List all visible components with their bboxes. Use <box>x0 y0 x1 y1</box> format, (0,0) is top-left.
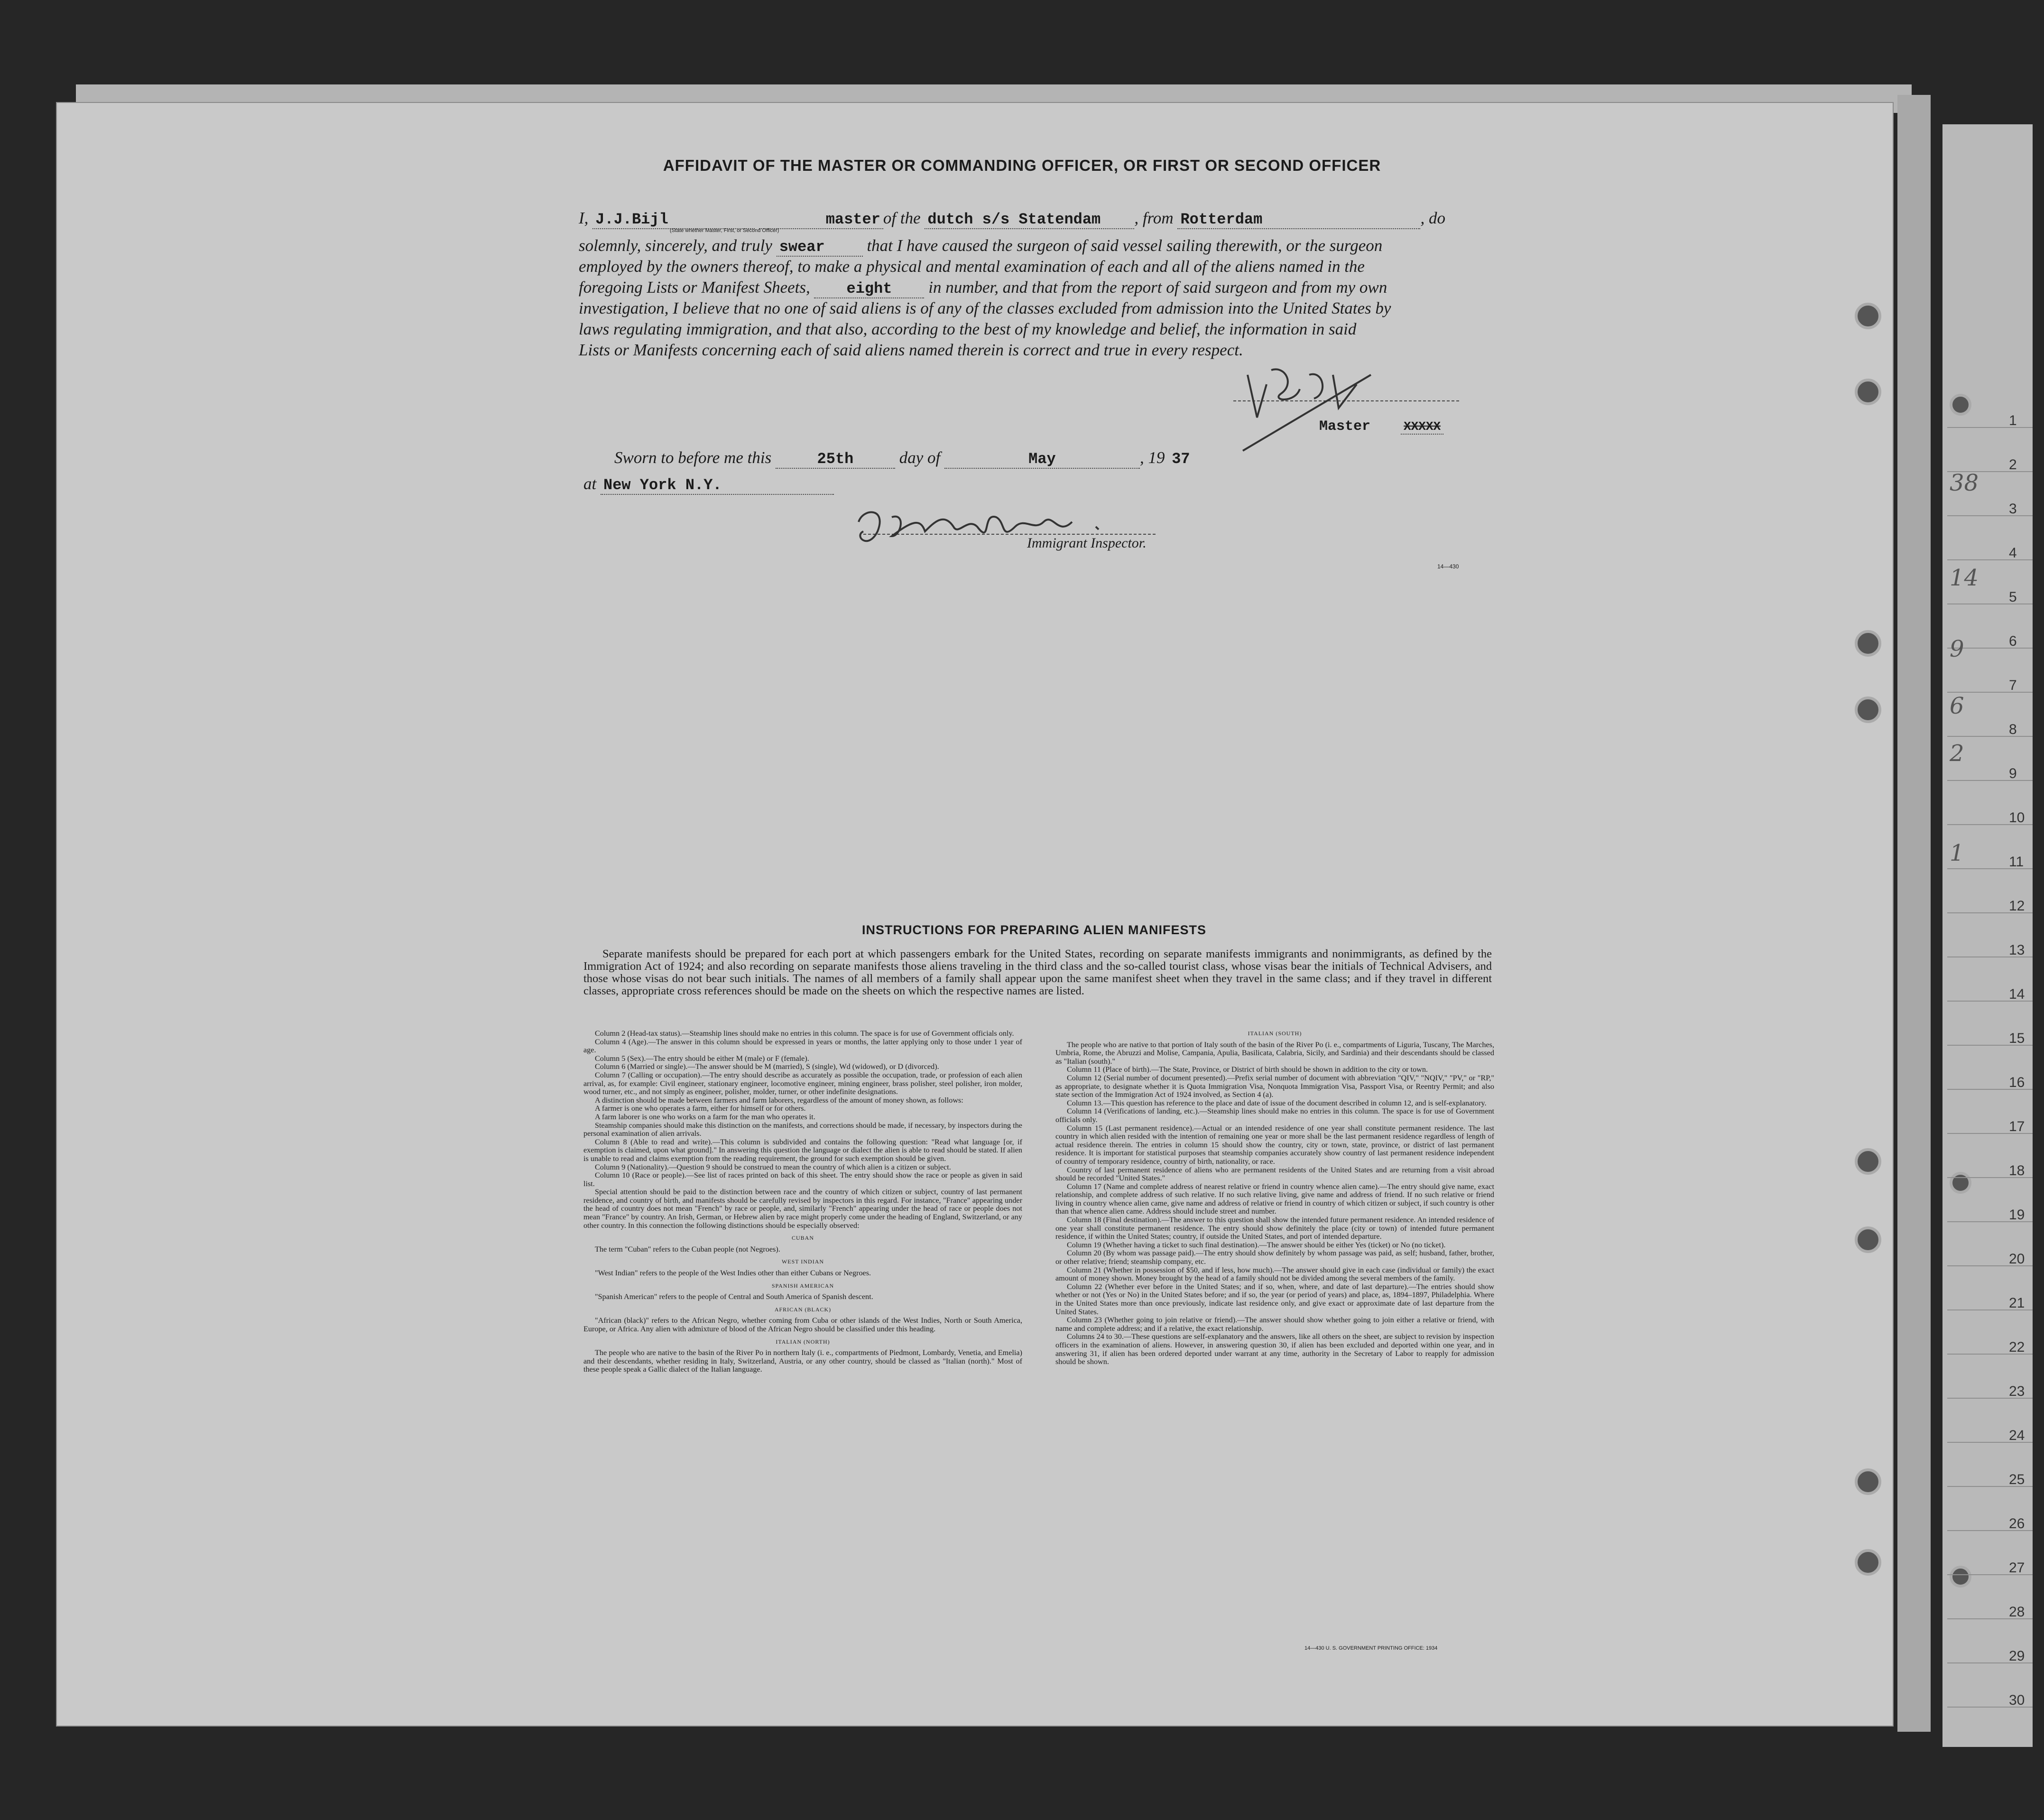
strip-hole <box>1950 1172 1971 1194</box>
binder-hole <box>1855 630 1881 657</box>
underlying-page <box>1897 95 1931 1732</box>
printing-office-footer: 14—430 U. S. GOVERNMENT PRINTING OFFICE: 1934 <box>1304 1645 1438 1651</box>
strip-line-number: 21 <box>2009 1295 2025 1311</box>
day-of-label: day of <box>899 448 941 467</box>
left-paragraph: Steamship companies should make this distinction on the manifests, and corrections should be made, if necessary, by inspectors during the personal examination of alien arrivals. <box>583 1121 1022 1138</box>
strip-line-number: 11 <box>2009 854 2024 870</box>
affidavit-line-5: investigation, I believe that no one of said aliens is of any of the classes excluded from admission into the United States by <box>579 299 1391 317</box>
strip-line-number: 29 <box>2009 1648 2025 1664</box>
west-indian-text: "West Indian" refers to the people of the West Indies other than either Cubans or Negroes. <box>595 1269 871 1278</box>
west-indian-heading: WEST INDIAN <box>781 1258 824 1265</box>
do-label: , do <box>1420 209 1445 227</box>
strip-line-number: 14 <box>2009 986 2025 1002</box>
left-paragraph: Column 10 (Race or people).—See list of races printed on back of this sheet. The entry should show the race or people as given in said list. <box>583 1171 1022 1188</box>
port-field: Rotterdam <box>1177 211 1420 229</box>
strip-line-number: 7 <box>2009 678 2017 693</box>
right-paragraph: Column 17 (Name and complete address of nearest relative or friend in country whence alien came).—The entry should give name, exact relationship, and complete address of such relative. If no such relative living, give name and address of friend. If no such relative or friend living in country whence alien came, give name and address of relative or friend in country of which citizen or subject, if such country is other than that whence alien came. Address should include street and number. <box>1055 1182 1494 1216</box>
strip-rule <box>1947 427 2033 428</box>
binder-hole <box>1855 1549 1881 1576</box>
inspector-title: Immigrant Inspector. <box>1027 535 1147 551</box>
left-paragraph: Column 5 (Sex).—The entry should be either M (male) or F (female). <box>595 1054 809 1063</box>
african-text: "African (black)" refers to the African Negro, whether coming from Cuba or other islands of the West Indies, North or South America, Europe, or Africa. Any alien with admixture of blood of the African Negro should be classified under this heading. <box>583 1316 1022 1333</box>
from-label: , from <box>1134 209 1174 227</box>
binder-hole <box>1855 1226 1881 1253</box>
right-paragraph: Column 20 (By whom was passage paid).—The entry should show definitely by whom passage was paid, as self; husband, father, brother, or other relative; friend; steamship company, etc. <box>1055 1249 1494 1266</box>
sworn-month-field: May <box>944 450 1140 469</box>
right-paragraph: Column 11 (Place of birth).—The State, Province, or District of birth should be shown in addition to the city or town. <box>1067 1065 1428 1074</box>
sheet-count-field: eight <box>814 280 924 298</box>
right-paragraph: Column 19 (Whether having a ticket to such final destination).—The answer should be either Yes (ticket) or No (no ticket). <box>1067 1240 1446 1249</box>
strip-line-number: 8 <box>2009 722 2017 737</box>
left-paragraph: Column 8 (Able to read and write).—This column is subdivided and contains the following question: "Read what language [or, if exemption is claimed, upon what ground]." In answering this question the language or dialect the alien is able to read should be stated. If alien is unable to read and claims exemption from the reading requirement, the ground for such exemption should be given. <box>583 1137 1022 1163</box>
strip-rule <box>1947 736 2033 737</box>
signature-title-line <box>1316 416 1443 435</box>
year-field: 37 <box>1172 450 1190 468</box>
strip-hole <box>1950 1566 1971 1588</box>
right-paragraph: Columns 24 to 30.—These questions are self-explanatory and the answers, like all others on the sheet, are subject to revision by inspection officers in the examination of aliens. However, in answering question 30, if alien has been excluded and deported within one year, and in answering 31, if alien has been ordered deported under warrant at any time, authority in the Secretary of Labor to reapply for admission should be shown. <box>1055 1332 1494 1366</box>
strip-line-number: 25 <box>2009 1472 2025 1487</box>
right-paragraph: Column 12 (Serial number of document presented).—Prefix serial number of document with abbreviation "QIV," "NQIV," "PV," or "RP," as appropriate, to designate whether it is Quota Immigration Visa, Nonquota Immigration Visa, Passport Visa, or Reentry Permit; and also state section of the Immigration Act of 1924 involved, as Section 4 (a). <box>1055 1073 1494 1099</box>
affidavit-line-1 <box>579 209 1445 229</box>
master-signature <box>1214 356 1518 465</box>
right-paragraph: Column 23 (Whether going to join relative or friend).—The answer should show whether going to join either a relative or friend, with name and complete address; and if a relative, the exact relationship. <box>1055 1316 1494 1333</box>
strip-line-number: 1 <box>2009 413 2017 428</box>
left-paragraph: A farmer is one who operates a farm, either for himself or for others. <box>595 1104 806 1113</box>
struck-title: XXXXX <box>1401 419 1443 435</box>
strip-line-number: 20 <box>2009 1251 2025 1267</box>
pencil-mark: 9 <box>1950 636 1964 662</box>
pencil-mark: 6 <box>1950 693 1964 719</box>
right-paragraph: Country of last permanent residence of aliens who are permanent residents of the United States and are returning from a visit abroad should be recorded "United States." <box>1055 1165 1494 1183</box>
sworn-line <box>614 448 1193 469</box>
strip-line-number: 13 <box>2009 942 2025 958</box>
line2-suffix: that I have caused the surgeon of said vessel sailing therewith, or the surgeon <box>867 236 1383 255</box>
binder-hole <box>1855 1148 1881 1175</box>
left-paragraph: Column 9 (Nationality).—Question 9 should be construed to mean the country of which alien is a citizen or subject. <box>595 1162 951 1171</box>
strip-rule <box>1947 559 2033 560</box>
binder-hole <box>1855 303 1881 329</box>
strip-line-number: 22 <box>2009 1339 2025 1355</box>
vessel-field: dutch s/s Statendam <box>925 211 1134 229</box>
binder-hole <box>1855 696 1881 723</box>
instructions-intro: Separate manifests should be prepared for each port at which passengers embark for the United States, recording on separate manifests immigrants and nonimmigrants, as defined by the Immigration Act of 1924; and also recording on separate manifests those aliens traveling in the third class and the so-called tourist class, whose visas bear the initials of Technical Advisers, and those whose visas do not bear such initials. The names of all members of a family shall appear upon the same manifest sheet when they travel in the same class; and if they travel in different classes, appropriate cross references should be made on the sheets on which the respective names are listed. <box>583 947 1492 997</box>
binder-hole <box>1855 1468 1881 1495</box>
place-field: New York N.Y. <box>601 476 834 495</box>
pencil-mark: 2 <box>1950 740 1964 767</box>
year-prefix: , 19 <box>1139 448 1165 467</box>
affidavit-form-code: 14—430 <box>1437 563 1459 570</box>
left-paragraph: A distinction should be made between farmers and farm laborers, regardless of the amount of money shown, as follows: <box>595 1096 963 1105</box>
line4-suffix: in number, and that from the report of said surgeon and from my own <box>928 278 1387 297</box>
african-heading: AFRICAN (BLACK) <box>774 1306 832 1313</box>
affidavit-i: I, <box>579 209 589 227</box>
left-paragraph: Column 6 (Married or single).—The answer should be M (married), S (single), Wd (widowed), or D (divorced). <box>595 1062 939 1071</box>
strip-line-number: 9 <box>2009 766 2017 781</box>
strip-line-number: 26 <box>2009 1516 2025 1532</box>
strip-line-number: 4 <box>2009 545 2017 561</box>
place-line <box>583 474 834 495</box>
affidavit-line-3: employed by the owners thereof, to make a physical and mental examination of each and all of the aliens named in the <box>579 257 1365 276</box>
cuban-heading: CUBAN <box>791 1235 814 1242</box>
affidavit-line-2 <box>579 236 1382 257</box>
rank-note: (State whether Master, First, or Second Officer) <box>670 228 779 233</box>
line4-prefix: foregoing Lists or Manifest Sheets, <box>579 278 810 297</box>
right-paragraph: Column 14 (Verifications of landing, etc.).—Steamship lines should make no entries in this column. The space is for use of Government officials only. <box>1055 1107 1494 1124</box>
spanish-american-heading: SPANISH AMERICAN <box>771 1282 834 1289</box>
affidavit-line-6: laws regulating immigration, and that also, according to the best of my knowledge and belief, the information in said <box>579 320 1357 338</box>
italian-north-text: The people who are native to the basin of the River Po in northern Italy (i. e., compartments of Piedmont, Lombardy, Venetia, and Emelia) and their descendants, whether residing in Italy, Switzerland, Austria, or any other country, should be classed as "Italian (north)." Most of these people speak a Gallic dialect of the Italian language. <box>583 1348 1022 1374</box>
strip-line-number: 3 <box>2009 501 2017 517</box>
italian-south-heading: ITALIAN (SOUTH) <box>1248 1030 1302 1037</box>
right-paragraph: Column 22 (Whether ever before in the United States; and if so, when, where, and date of last departure).—The entries should show whether or not (Yes or No) in the United States before; and if so, the year (or period of years) and place, as, 1894–1897, Philadelphia. Where in the United States more than once previously, indicate last residence only, and give exact or approximate date of last departure from the United States. <box>1055 1282 1494 1316</box>
strip-line-number: 5 <box>2009 589 2017 605</box>
strip-line-number: 23 <box>2009 1384 2025 1399</box>
cuban-text: The term "Cuban" refers to the Cuban people (not Negroes). <box>595 1244 780 1254</box>
at-label: at <box>583 474 597 493</box>
left-paragraph: Column 7 (Calling or occupation).—The entry should describe as accurately as possible the occupation, trade, or profession of each alien arrival, as, for example: Civil engineer, stationary engineer, locomotive engineer, mining engineer, brass polisher, steel polisher, iron molder, wood turner, etc., and not simply as engineer, polisher, molder, turner, or other indefinite designations. <box>583 1070 1022 1096</box>
strip-line-number: 15 <box>2009 1031 2025 1046</box>
pencil-mark: 14 <box>1950 565 1979 591</box>
right-paragraph: The people who are native to that portion of Italy south of the basin of the River Po (i. e., compartments of Liguria, Tuscany, The Marches, Umbria, Rome, the Abruzzi and Molise, Campania, Apulia, Basilicata, Calabria, Sicily, and Sardinia) and their descendants should be classed as "Italian (south)." <box>1055 1040 1494 1066</box>
pencil-mark: 38 <box>1950 470 1979 496</box>
right-paragraph: Column 13.—This question has reference to the place and date of issue of the document described in column 12, and is self-explanatory. <box>1067 1098 1487 1107</box>
pencil-mark: 1 <box>1950 840 1964 866</box>
instructions-left-column <box>583 1030 1022 1374</box>
strip-line-number: 19 <box>2009 1207 2025 1223</box>
strip-line-number: 18 <box>2009 1163 2025 1179</box>
right-paragraph: Column 15 (Last permanent residence).—Actual or an intended residence of one year shall constitute permanent residence. The last country in which alien resided with the intention of remaining one year or more shall be the last permanent residence regardless of length of actual residence therein. The entries in column 15 should show the country, city or town, state, province, or district of last permanent residence. It is important for statistical purposes that steamship companies accurately show country of last permanent residence independent of country of temporary residence, country of birth, nationality, or race. <box>1055 1124 1494 1166</box>
affidavit-title: AFFIDAVIT OF THE MASTER OR COMMANDING OFFICER, OR FIRST OR SECOND OFFICER <box>663 157 1381 174</box>
sworn-prefix: Sworn to before me this <box>614 448 772 467</box>
strip-line-number: 17 <box>2009 1119 2025 1134</box>
of-the-label: of the <box>883 209 921 227</box>
strip-line-number: 30 <box>2009 1692 2025 1708</box>
affidavit-line-7: Lists or Manifests concerning each of said aliens named therein is correct and true in every respect. <box>579 341 1243 359</box>
strip-line-number: 12 <box>2009 898 2025 914</box>
strip-rule <box>1947 780 2033 781</box>
instructions-title: INSTRUCTIONS FOR PREPARING ALIEN MANIFESTS <box>861 923 1207 937</box>
strip-line-number: 28 <box>2009 1604 2025 1620</box>
strip-line-number: 16 <box>2009 1075 2025 1090</box>
left-paragraph: Special attention should be paid to the distinction between race and the country of which citizen or subject, country of last permanent residence, and country of birth, and manifests should be carefully revised by inspectors in this regard. For instance, "France" appearing under the head of country does not mean "French" by race or people, and, similarly "French" appearing under the head of race or people does not mean "France" by country. An Irish, German, or Hebrew alien by race might properly come under the heading of England, Switzerland, or any other country. In this connection the following distinctions should be especially observed: <box>583 1188 1022 1230</box>
strip-line-number: 6 <box>2009 633 2017 649</box>
strip-line-number: 10 <box>2009 810 2025 826</box>
oath-field: swear <box>777 238 863 257</box>
inspector-signature <box>849 503 1162 565</box>
strip-hole <box>1950 394 1971 416</box>
strip-rule <box>1947 515 2033 516</box>
master-name-field: J.J.Bijl <box>592 211 755 229</box>
binder-hole <box>1855 379 1881 405</box>
rank-field: master <box>759 211 883 229</box>
instructions-right-column <box>1055 1030 1494 1366</box>
right-paragraph: Column 21 (Whether in possession of $50, and if less, how much).—The answer should give in each case (individual or family) the exact amount of money shown. Money brought by the head of a family should not be divided among the several members of the family. <box>1055 1265 1494 1283</box>
right-paragraph: Column 18 (Final destination).—The answer to this question shall show the intended future permanent residence. An intended residence of one year shall constitute permanent residence. The entry should show definitely the place (city or town) of intended future permanent residence, if within the United States; country, if outside the United States, and port of intended departure. <box>1055 1216 1494 1241</box>
next-sheet-edge <box>1942 124 2033 1747</box>
sworn-day-field: 25th <box>776 450 895 469</box>
master-title: Master <box>1319 418 1371 435</box>
affidavit-line-4 <box>579 278 1387 298</box>
spanish-american-text: "Spanish American" refers to the people of Central and South America of Spanish descent. <box>595 1292 873 1301</box>
left-paragraph: Column 2 (Head-tax status).—Steamship lines should make no entries in this column. The space is for use of Government officials only. <box>595 1029 1014 1038</box>
strip-line-number: 24 <box>2009 1428 2025 1443</box>
left-paragraph: Column 4 (Age).—The answer in this column should be expressed in years or months, the latter applying only to those under 1 year of age. <box>583 1037 1022 1055</box>
strip-line-number: 2 <box>2009 457 2017 473</box>
line2-prefix: solemnly, sincerely, and truly <box>579 236 772 255</box>
italian-north-heading: ITALIAN (NORTH) <box>776 1338 830 1345</box>
left-paragraph: A farm laborer is one who works on a farm for the man who operates it. <box>595 1112 815 1121</box>
strip-line-number: 27 <box>2009 1560 2025 1576</box>
